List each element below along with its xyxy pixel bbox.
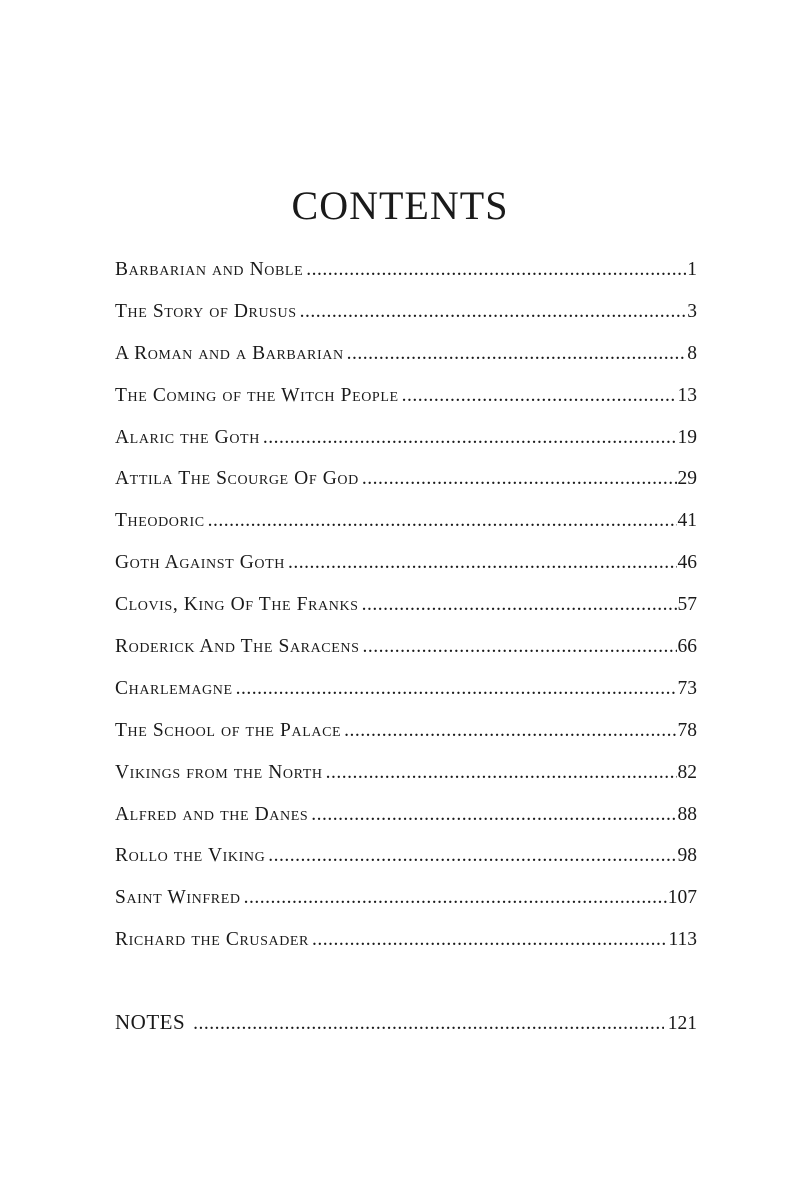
toc-entry-page: 1 [687,259,697,280]
table-of-contents [115,252,697,964]
toc-entry-page: 82 [677,761,697,783]
dot-leader [326,755,677,791]
toc-entry-page: 8 [687,342,697,364]
toc-entry-label: Theodoric [115,510,205,532]
page-title: CONTENTS [291,183,509,228]
dot-leader [306,252,686,288]
toc-entry-label: A Roman and a Barbarian [115,342,344,364]
toc-entry-label: Richard the Crusader [115,929,309,951]
dot-leader [362,461,677,497]
toc-entry-label: Barbarian and Noble [115,259,304,280]
toc-entry-roman-and-barbarian [115,336,697,378]
dot-leader [362,587,677,623]
dot-leader [288,545,677,581]
toc-entry-alfred-and-danes [115,797,697,839]
toc-entry-page: 3 [687,300,697,322]
notes-page: 121 [667,1013,697,1034]
notes-label: NOTES [115,1010,186,1034]
dot-leader [312,922,667,958]
dot-leader [236,671,677,707]
toc-entry-clovis [115,587,697,629]
toc-entry-page: 46 [677,552,697,574]
dot-leader [402,378,677,414]
toc-entry-label: Rollo the Viking [115,845,266,867]
dot-leader [268,838,676,874]
toc-entry-page: 88 [677,803,697,825]
toc-entry-barbarian-and-noble [115,252,697,294]
toc-entry-label: Saint Winfred [115,887,241,909]
toc-entry-page: 78 [677,719,697,741]
toc-entry-page: 107 [667,887,697,909]
toc-entry-label: Goth Against Goth [115,552,285,574]
toc-entry-notes [115,1004,697,1042]
toc-entry-saint-winfred [115,880,697,922]
dot-leader [208,503,677,539]
toc-entry-roderick [115,629,697,671]
toc-entry-label: Vikings from the North [115,761,323,783]
toc-entry-page: 73 [677,677,697,699]
toc-entry-page: 57 [677,594,697,616]
toc-entry-page: 19 [677,426,697,448]
toc-entry-label: Charlemagne [115,677,233,699]
toc-entry-page: 98 [677,845,697,867]
toc-entry-page: 29 [677,468,697,490]
toc-entry-charlemagne [115,671,697,713]
toc-entry-label: Alfred and the Danes [115,803,309,825]
toc-entry-page: 13 [677,384,697,406]
toc-entry-page: 66 [677,636,697,658]
toc-entry-label: Roderick And The Saracens [115,636,360,658]
toc-entry-page: 41 [677,510,697,532]
toc-entry-attila [115,461,697,503]
toc-entry-label: Alaric the Goth [115,426,260,448]
toc-entry-label: The School of the Palace [115,719,342,741]
toc-entry-label: The Story of Drusus [115,300,297,322]
dot-leader [193,1006,664,1042]
toc-entry-story-of-drusus [115,294,697,336]
toc-entry-label: The Coming of the Witch People [115,384,399,406]
dot-leader [347,336,687,372]
toc-entry-school-of-palace [115,713,697,755]
dot-leader [363,629,677,665]
toc-entry-goth-against-goth [115,545,697,587]
dot-leader [300,294,687,330]
toc-entry-vikings-from-north [115,755,697,797]
toc-entry-coming-of-witch-people [115,378,697,420]
dot-leader [244,880,667,916]
dot-leader [311,797,676,833]
dot-leader [344,713,676,749]
toc-entry-rollo-the-viking [115,838,697,880]
toc-entry-label: Attila The Scourge Of God [115,468,359,490]
toc-entry-label: Clovis, King Of The Franks [115,594,359,616]
toc-entry-richard-the-crusader [115,922,697,964]
toc-entry-alaric-the-goth [115,420,697,462]
toc-entry-page: 113 [668,929,697,951]
toc-entry-theodoric [115,503,697,545]
dot-leader [263,420,677,456]
